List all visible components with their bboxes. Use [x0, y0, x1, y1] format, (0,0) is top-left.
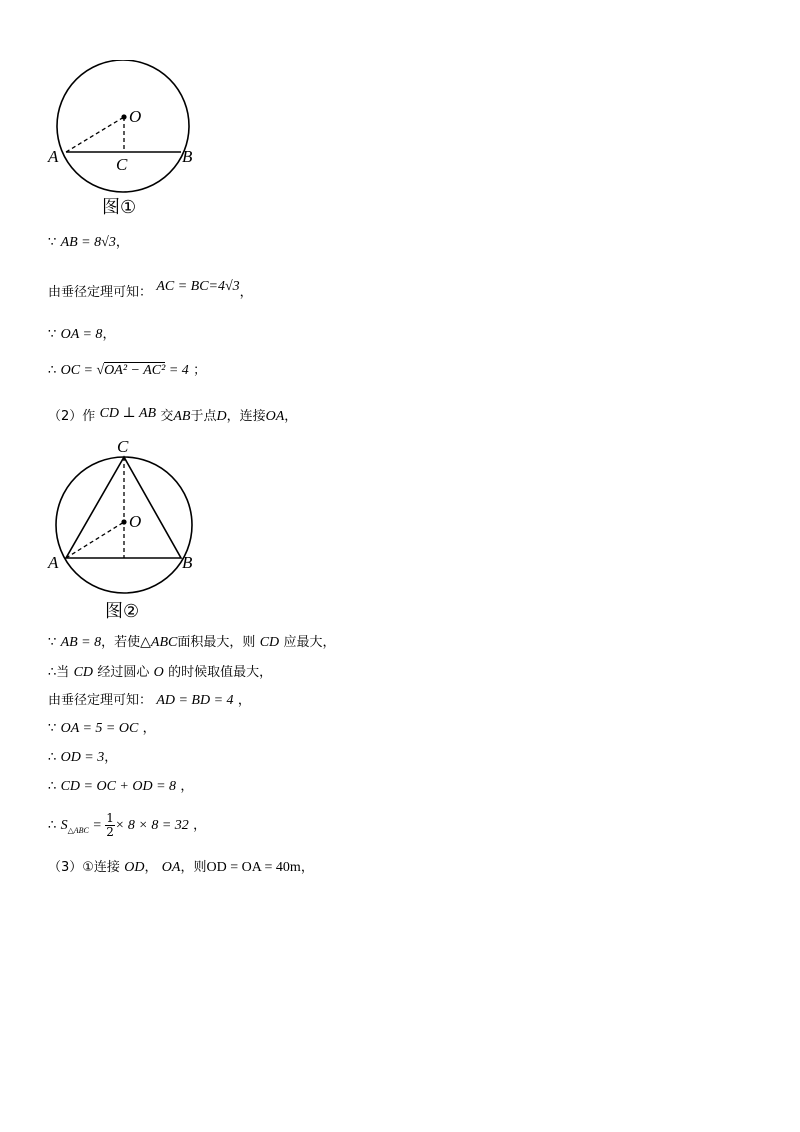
punctuation: ；	[193, 363, 207, 378]
line-7	[48, 662, 272, 683]
text: 面积最大，则	[177, 635, 256, 650]
math-expression: OA = 8	[60, 327, 103, 342]
punctuation: ，	[284, 409, 298, 424]
punctuation: ，	[300, 860, 314, 875]
figure-2-segment-oa	[66, 522, 124, 558]
punctuation: ，	[180, 779, 194, 794]
math-expression: = 4	[165, 363, 189, 378]
line-11	[48, 776, 193, 797]
symbol-because: ∵	[48, 721, 57, 736]
line-9	[48, 718, 156, 739]
figure-1-label-b: B	[182, 147, 193, 166]
fraction-numerator: 1	[106, 811, 114, 825]
figure-2-label-o: O	[129, 512, 142, 531]
text: ∴当	[48, 665, 70, 680]
symbol-because: ∵	[48, 327, 57, 342]
math-expression: OD = OA = 40m	[206, 860, 301, 875]
figure-2-center-dot	[121, 519, 126, 524]
punctuation: ，	[193, 818, 207, 833]
text: 经过圆心	[97, 665, 150, 680]
math-expression: × 8 × 8 = 32	[114, 818, 189, 833]
math-expression: O	[153, 665, 164, 680]
punctuation: ，	[239, 285, 253, 300]
area-subscript: △ABC	[67, 826, 89, 835]
math-expression: AB = 8	[60, 635, 102, 650]
line-2	[48, 279, 253, 303]
figure-1-label-c: C	[116, 155, 128, 174]
text: （3）①连接	[48, 860, 120, 875]
text: 应最大，	[283, 635, 336, 650]
math-expression: AC = BC=4√3	[156, 279, 240, 294]
punctuation: ，	[104, 750, 118, 765]
line-8	[48, 690, 251, 711]
figure-1-label-o: O	[129, 107, 142, 126]
figure-2-circle	[56, 457, 192, 593]
text: 由垂径定理可知：	[48, 285, 153, 300]
text: 于点	[190, 409, 217, 424]
line-5	[48, 406, 297, 427]
math-expression: OA	[265, 409, 285, 424]
math-expression: OC =	[60, 363, 97, 378]
math-expression: AD = BD = 4	[156, 693, 234, 708]
text: ，若使	[101, 635, 141, 650]
punctuation: ，	[144, 860, 158, 875]
figure-2-diagram	[40, 436, 210, 596]
text: 由垂径定理可知：	[48, 693, 153, 708]
radicand: OA² − AC²	[104, 363, 166, 378]
line-1	[48, 232, 129, 253]
symbol-therefore: ∴	[48, 363, 57, 378]
symbol-therefore: ∴	[48, 750, 57, 765]
symbol-therefore: ∴	[48, 818, 57, 833]
line-10	[48, 747, 117, 768]
punctuation: ，	[237, 693, 251, 708]
figure-1-segment-oa	[66, 117, 124, 152]
line-13	[48, 857, 314, 878]
punctuation: ，	[142, 721, 156, 736]
math-expression: AB	[173, 409, 191, 424]
math-expression: CD	[259, 635, 280, 650]
figure-2-label-c: C	[117, 437, 129, 456]
text: ，连接	[226, 409, 266, 424]
text: ，则	[180, 860, 207, 875]
fraction-denominator: 2	[106, 825, 114, 839]
line-6	[48, 632, 335, 653]
math-expression: AB = 8√3	[60, 235, 116, 250]
symbol-therefore: ∴	[48, 779, 57, 794]
math-expression: D	[216, 409, 227, 424]
math-expression: CD ⊥ AB	[99, 406, 157, 421]
fraction-one-half	[105, 812, 115, 839]
math-expression: OD	[124, 860, 145, 875]
figure-2-caption: 图②	[105, 601, 140, 622]
symbol-because: ∵	[48, 235, 57, 250]
line-3	[48, 324, 115, 345]
area-symbol: S	[60, 818, 68, 833]
line-4	[48, 360, 206, 381]
symbol-because: ∵	[48, 635, 57, 650]
text: （2）作	[48, 409, 96, 424]
text: 的时候取值最大，	[168, 665, 273, 680]
math-expression: OA = 5 = OC	[60, 721, 139, 736]
figure-2-label-a: A	[48, 553, 59, 572]
punctuation: ，	[115, 235, 129, 250]
figure-2-label-b: B	[182, 553, 193, 572]
math-expression: =	[88, 818, 106, 833]
figure-1-diagram	[40, 60, 210, 200]
math-expression: CD	[73, 665, 94, 680]
line-12	[48, 812, 206, 844]
figure-1-label-a: A	[48, 147, 59, 166]
math-expression: OA	[161, 860, 181, 875]
math-expression: OD = 3	[60, 750, 105, 765]
math-expression: CD = OC + OD = 8	[60, 779, 177, 794]
math-expression: △ABC	[140, 635, 178, 650]
sqrt-symbol: √	[96, 363, 105, 378]
text: 交	[160, 409, 174, 424]
punctuation: ，	[102, 327, 116, 342]
figure-1-caption: 图①	[102, 197, 137, 218]
figure-1-center-dot	[121, 114, 126, 119]
